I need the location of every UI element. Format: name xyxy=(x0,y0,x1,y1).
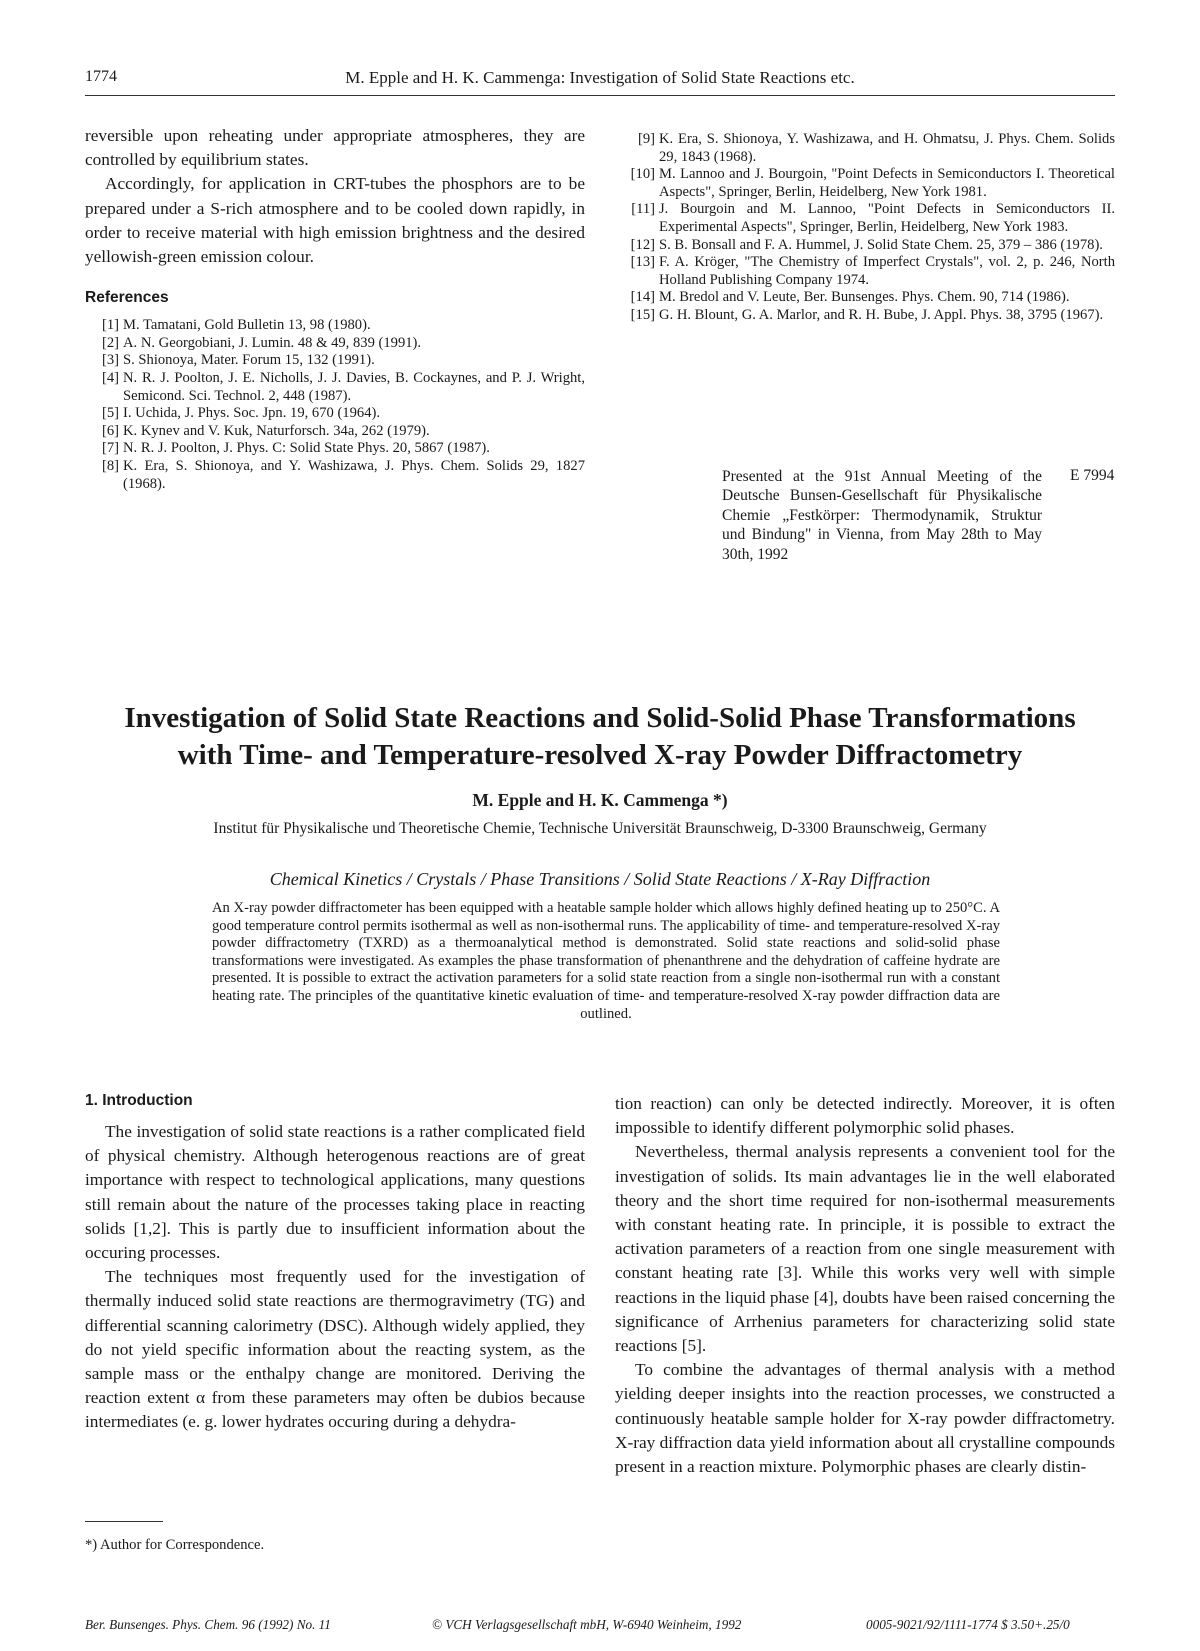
reference-text: S. Shionoya, Mater. Forum 15, 132 (1991). xyxy=(123,352,375,369)
reference-text: K. Era, S. Shionoya, Y. Washizawa, and H. Ohmatsu, J. Phys. Chem. Solids 29, 1843 (1968). xyxy=(659,131,1115,165)
article-keywords: Chemical Kinetics / Crystals / Phase Transitions / Solid State Reactions / X-Ray Diffraction xyxy=(269,869,931,889)
reference-item xyxy=(85,458,585,493)
reference-text: N. R. J. Poolton, J. E. Nicholls, J. J. Davies, B. Cockaynes, and P. J. Wright, Semicond. Sci. Technol. 2, 448 (1987). xyxy=(123,370,585,404)
reference-item xyxy=(615,166,1115,201)
reference-text: K. Kynev and V. Kuk, Naturforsch. 34a, 262 (1979). xyxy=(123,422,430,439)
references-heading: References xyxy=(85,289,169,307)
reference-item xyxy=(85,440,585,458)
reference-item xyxy=(85,370,585,405)
reference-text: M. Bredol and V. Leute, Ber. Bunsenges. Phys. Chem. 90, 714 (1986). xyxy=(659,289,1070,306)
footer-publisher: © VCH Verlagsgesellschaft mbH, W-6940 Weinheim, 1992 xyxy=(432,1617,742,1632)
intro-right-column xyxy=(615,1092,1115,1479)
reference-number: [2] xyxy=(101,334,119,351)
article-title xyxy=(0,700,1200,774)
reference-number: [6] xyxy=(101,422,119,439)
article-code: E 7994 xyxy=(1070,467,1115,484)
article-title-line-1: Investigation of Solid State Reactions and Solid-Solid Phase Transformations xyxy=(124,702,1076,734)
reference-text: K. Era, S. Shionoya, and Y. Washizawa, J. Phys. Chem. Solids 29, 1827 (1968). xyxy=(123,457,585,492)
running-title: M. Epple and H. K. Cammenga: Investigation of Solid State Reactions etc. xyxy=(345,68,855,87)
prev-article-right-column xyxy=(615,131,1115,325)
header-rule xyxy=(85,95,1115,96)
references-list-left xyxy=(85,317,585,493)
reference-number: [7] xyxy=(101,440,119,457)
reference-number: [12] xyxy=(630,236,655,253)
reference-number: [13] xyxy=(630,254,655,271)
intro-paragraph: tion reaction) can only be detected indirectly. Moreover, it is often impossible to identify different polymorphic solid phases. xyxy=(615,1094,1115,1138)
reference-number: [10] xyxy=(630,166,655,183)
reference-number: [9] xyxy=(637,131,655,147)
intro-paragraph: Nevertheless, thermal analysis represents a convenient tool for the investigation of solids. Its main advantages lie in the well elaborated theory and the short time required for non-isothermal measurements with constant heating rate. In principle, it is possible to extract the activation parameters of a reaction from one single measurement with constant heating rate [3]. While this works very well with simple reactions in the liquid phase [4], doubts have been raised concerning the significance of Arrhenius parameters for characterizing solid state reactions [5]. xyxy=(615,1142,1115,1356)
reference-text: A. N. Georgobiani, J. Lumin. 48 & 49, 839 (1991). xyxy=(123,334,422,351)
reference-text: M. Tamatani, Gold Bulletin 13, 98 (1980). xyxy=(123,317,371,334)
reference-item xyxy=(85,352,585,370)
intro-left-column xyxy=(85,1120,585,1435)
prev-article-paragraph: Accordingly, for application in CRT-tubes the phosphors are to be prepared under a S-rich atmosphere and to be cooled down rapidly, in order to receive material with high emission brightness and the desired yellowish-green emission colour. xyxy=(85,174,585,267)
reference-number: [3] xyxy=(101,352,119,369)
reference-text: J. Bourgoin and M. Lannoo, "Point Defects in Semiconductors II. Experimental Aspects", Springer, Berlin, Heidelberg, New York 1983. xyxy=(659,201,1115,235)
reference-item xyxy=(85,423,585,441)
article-title-line-2: with Time- and Temperature-resolved X-ray Powder Diffractometry xyxy=(177,739,1023,771)
reference-number: [4] xyxy=(101,370,119,386)
reference-item xyxy=(615,131,1115,166)
reference-item xyxy=(615,307,1115,325)
reference-item xyxy=(615,289,1115,307)
footnote-rule xyxy=(85,1521,163,1522)
footer-journal: Ber. Bunsenges. Phys. Chem. 96 (1992) No. 11 xyxy=(85,1617,331,1632)
prev-article-paragraph: reversible upon reheating under appropriate atmospheres, they are controlled by equilibrium states. xyxy=(85,126,585,170)
intro-paragraph: The investigation of solid state reactions is a rather complicated field of physical chemistry. Although heterogenous reactions are of great importance with respect to technological applications, many questions still remain about the nature of the processes taking place in reacting solids [1,2]. This is partly due to insufficient information about the occuring processes. xyxy=(85,1122,585,1263)
reference-item xyxy=(615,201,1115,236)
intro-paragraph: To combine the advantages of thermal analysis with a method yielding deeper insights into the reaction processes, we constructed a continuously heatable sample holder for X-ray powder diffractometry. X-ray diffraction data yield information about all crystalline compounds present in a reaction mixture. Polymorphic phases are clearly distin- xyxy=(615,1360,1115,1477)
reference-item xyxy=(615,254,1115,289)
reference-text: N. R. J. Poolton, J. Phys. C: Solid State Phys. 20, 5867 (1987). xyxy=(123,440,490,457)
reference-text: G. H. Blount, G. A. Marlor, and R. H. Bube, J. Appl. Phys. 38, 3795 (1967). xyxy=(659,306,1104,323)
reference-number: [11] xyxy=(631,201,655,218)
reference-item xyxy=(85,317,585,335)
reference-item xyxy=(615,237,1115,255)
reference-item xyxy=(85,335,585,353)
page-number: 1774 xyxy=(85,68,117,85)
reference-number: [8] xyxy=(101,457,119,474)
presented-note: Presented at the 91st Annual Meeting of the Deutsche Bunsen-Gesellschaft für Physikalische Chemie „Festkörper: Thermodynamik, Struktur und Bindung" in Vienna, from May 28th to May 30th, 1992 xyxy=(722,468,1042,563)
reference-text: S. B. Bonsall and F. A. Hummel, J. Solid State Chem. 25, 379 – 386 (1978). xyxy=(659,236,1103,253)
reference-text: F. A. Kröger, "The Chemistry of Imperfect Crystals", vol. 2, p. 246, North Holland Publishing Company 1974. xyxy=(659,254,1115,288)
reference-number: [1] xyxy=(101,317,119,334)
reference-text: M. Lannoo and J. Bourgoin, "Point Defects in Semiconductors I. Theoretical Aspects", Springer, Berlin, Heidelberg, New York 1981. xyxy=(659,166,1115,200)
section-heading: 1. Introduction xyxy=(85,1092,193,1109)
article-authors: M. Epple and H. K. Cammenga *) xyxy=(472,790,728,810)
article-affiliation: Institut für Physikalische und Theoretische Chemie, Technische Universität Braunschweig, D-3300 Braunschweig, Germany xyxy=(213,820,987,837)
references-list-right xyxy=(615,131,1115,325)
reference-number: [14] xyxy=(630,289,655,306)
prev-article-left-column xyxy=(85,124,585,493)
footer-code: 0005-9021/92/1111-1774 $ 3.50+.25/0 xyxy=(866,1617,1070,1632)
reference-text: I. Uchida, J. Phys. Soc. Jpn. 19, 670 (1964). xyxy=(123,405,381,422)
reference-number: [15] xyxy=(630,306,655,323)
intro-paragraph: The techniques most frequently used for the investigation of thermally induced solid state reactions are thermogravimetry (TG) and differential scanning calorimetry (DSC). Although widely applied, they do not yield specific information about the reacting system, as the sample mass or the enthalpy change are monitored. Deriving the reaction extent α from these parameters may often be dubios because intermediates (e. g. lower hydrates occuring during a dehydra- xyxy=(85,1267,585,1432)
article-abstract: An X-ray powder diffractometer has been equipped with a heatable sample holder which allows highly defined heating up to 250°C. A good temperature control permits isothermal as well as non-isothermal runs. The applicability of time- and temperature-resolved X-ray powder diffractometry (TXRD) as a thermoanalytical method is demonstrated. Solid state reactions and solid-solid phase transformations were investigated. As examples the phase transformation of phenanthrene and the dehydration of caffeine hydrate are presented. It is possible to extract the activation parameters for a solid state reaction from a single non-isothermal run with a constant heating rate. The principles of the quantitative kinetic evaluation of time- and temperature-resolved X-ray powder diffraction data are outlined. xyxy=(212,900,1000,1022)
footnote: *) Author for Correspondence. xyxy=(85,1537,265,1553)
reference-item xyxy=(85,405,585,423)
reference-number: [5] xyxy=(101,405,119,422)
